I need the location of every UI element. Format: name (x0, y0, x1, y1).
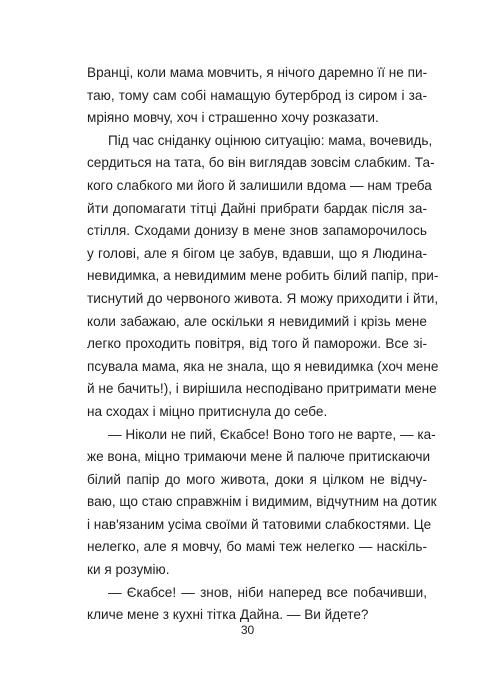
text-line: — Ніколи не пий, Єкабсе! Воно того не варте, — ка- (108, 426, 436, 442)
text-line: кличе мене з кухні тітка Дайна. — Ви йдете? (87, 607, 369, 623)
text-line: нелегко, але я мовчу, бо мамі теж нелегко — наскіль- (87, 539, 427, 555)
text-line: ваю, що стаю справжнім і видимим, відчутним на дотик (87, 494, 437, 510)
body-text (87, 62, 439, 627)
text-line: кого слабкого ми його й залишили вдома — нам треба (87, 177, 432, 193)
text-line: таю, тому сам собі намащую бутерброд із сиром і за- (87, 87, 427, 103)
text-line: — Єкабсе! — знов, ніби наперед все побачивши, (108, 584, 427, 600)
text-line: йти допомагати тітці Дайні прибрати бардак після за- (87, 200, 427, 216)
text-line: псувала мама, яка не знала, що я невидимка (хоч мене (87, 358, 439, 374)
text-line: Під час сніданку оцінюю ситуацію: мама, вочевидь, (108, 132, 433, 148)
text-line: же вона, міцно тримаючи мене й палюче притискаючи (87, 449, 431, 465)
text-line: коли забажаю, але оскільки я невидимий і крізь мене (87, 313, 427, 329)
page-number: 30 (240, 623, 255, 637)
text-line: невидимка, а невидимим мене робить білий папір, при- (87, 268, 439, 284)
text-line: Вранці, коли мама мовчить, я нічого даремно її не пи- (87, 65, 428, 80)
text-line: білий папір до мого живота, доки я цілком не відчу- (87, 471, 427, 487)
text-line: ки я розумію. (87, 562, 170, 578)
text-line: легко проходить повітря, від того й паморожи. Все зі- (87, 336, 427, 352)
text-line: на сходах і міцно притиснула до себе. (87, 403, 328, 419)
text-line: мріяно мовчу, хоч і страшенно хочу розказати. (87, 110, 379, 126)
text-line: і нав'язаним усіма своїми й татовими слабкостями. Це (87, 516, 432, 532)
text-line: тиснутий до червоного живота. Я можу приходити і йти, (87, 290, 439, 306)
text-line: сердиться на тата, бо він виглядав зовсім слабким. Та- (87, 155, 435, 171)
text-line: у голові, але я бігом це забув, вдавши, що я Людина- (87, 245, 427, 261)
text-line: й не бачить!), і вирішила несподівано притримати мене (87, 381, 437, 397)
text-line: стілля. Сходами донизу в мене знов запаморочилось (87, 223, 427, 239)
